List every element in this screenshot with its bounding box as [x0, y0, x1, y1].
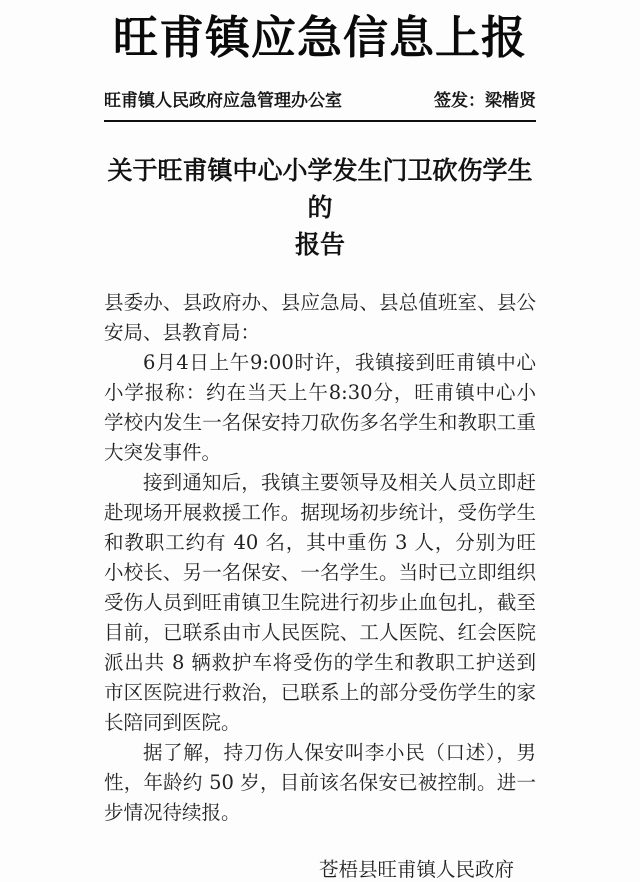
- recipients-line: 县委办、县政府办、县应急局、县总值班室、县公安局、县教育局：: [104, 290, 536, 344]
- header-divider-rule: [104, 120, 536, 122]
- issuer-row: [104, 86, 536, 111]
- body-paragraph-3: 据了解，持刀伤人保安叫李小民（口述），男性，年龄约 50 岁，目前该名保安已被控制。进一步情况待续报。: [104, 740, 536, 824]
- body-paragraph-1: 6月4日上午9:00时许，我镇接到旺甫镇中心小学报称：约在当天上午8:30分，旺甫镇中心小学校内发生一名保安持刀砍伤多名学生和教职工重大突发事件。: [104, 350, 536, 464]
- report-body: [104, 288, 536, 828]
- body-paragraph-2: 接到通知后，我镇主要领导及相关人员立即赶赴现场开展救援工作。据现场初步统计，受伤学生和教职工约有 40 名，其中重伤 3 人，分别为旺小校长、另一名保安、一名学生。当时已立即组织受伤人员到旺甫镇卫生院进行初步止血包扎，截至目前，已联系由市人民医院、工人医院、红会医院派出共 8 辆救护车将受伤的学生和教职工护送到市区医院进行救治，已联系上的部分受伤学生的家长陪同到医院。: [104, 470, 536, 734]
- report-title-line-2: 报告: [294, 229, 345, 259]
- report-title: [104, 152, 536, 263]
- masthead-title: 旺甫镇应急信息上报: [112, 11, 527, 64]
- issuing-office-label: 旺甫镇人民政府应急管理办公室: [104, 90, 342, 111]
- document-content-column: [104, 12, 536, 882]
- report-title-line-1: 关于旺甫镇中心小学发生门卫砍伤学生的: [107, 155, 533, 222]
- issuer-signoff-label: 签发：梁楷贤: [434, 90, 536, 111]
- signature-line: 苍梧县旺甫镇人民政府: [318, 857, 514, 881]
